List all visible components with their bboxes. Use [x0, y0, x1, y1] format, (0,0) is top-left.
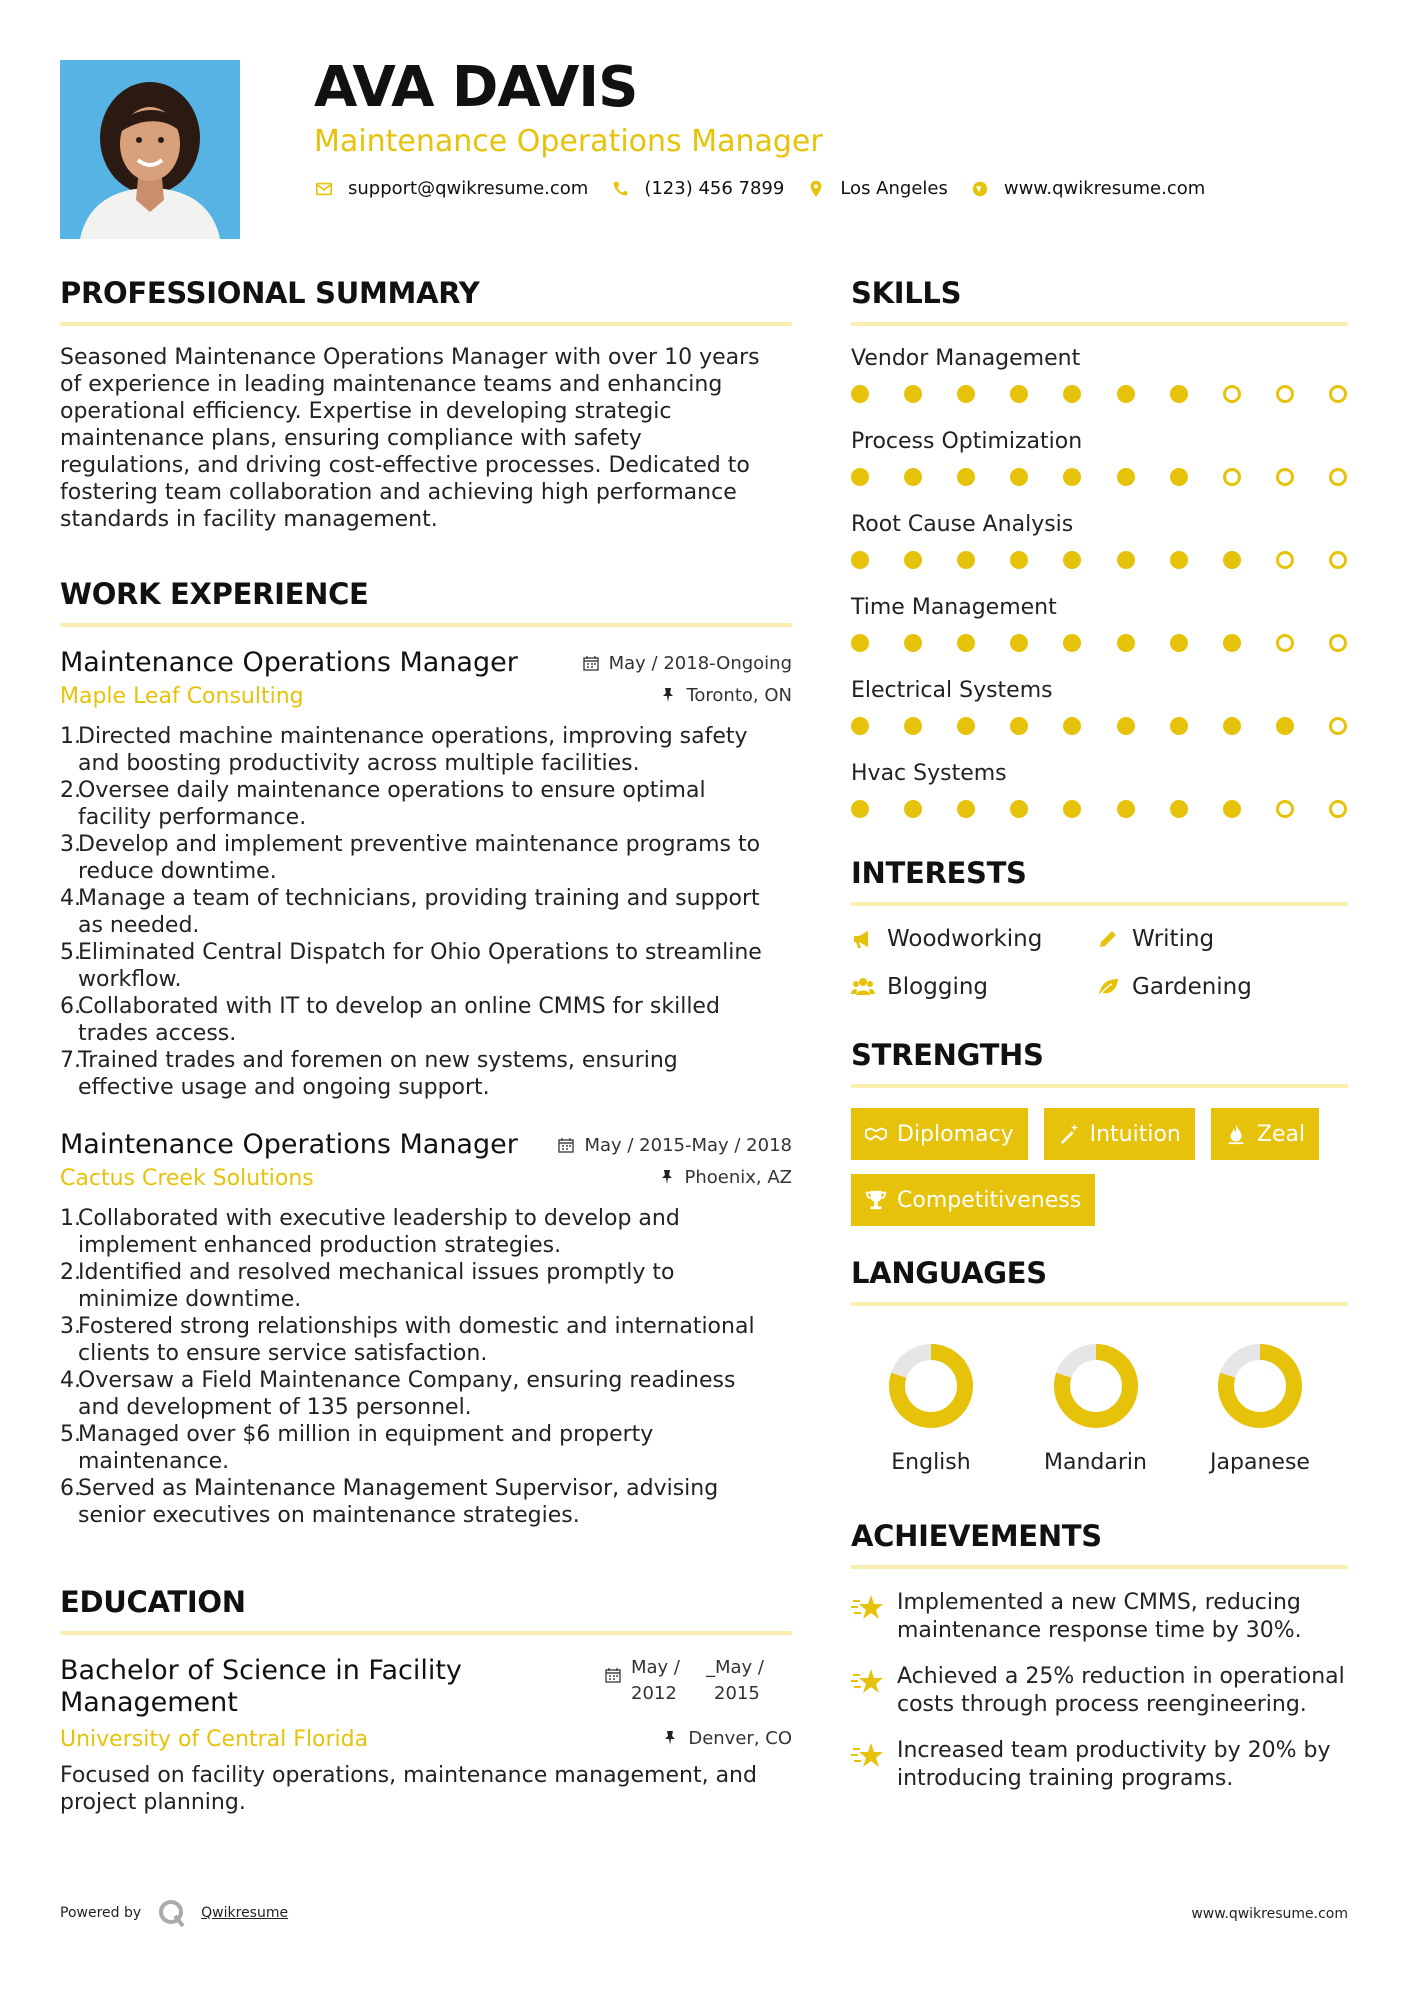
summary-heading: PROFESSIONAL SUMMARY	[60, 276, 792, 326]
rating-dot-filled	[1223, 634, 1241, 652]
interest-item	[851, 926, 1096, 952]
left-column	[60, 276, 792, 1816]
skill-name: Time Management	[851, 595, 1057, 620]
users-icon	[851, 975, 875, 999]
list-item: 1. Directed machine maintenance operations, improving safety and boosting productivity across multiple facilities.	[60, 724, 748, 776]
company-name: Cactus Creek Solutions	[60, 1166, 314, 1191]
right-column	[851, 276, 1348, 1811]
skill-rating	[851, 551, 1348, 569]
summary-line: regulations, and driving cost-effective processes. Dedicated to	[60, 453, 750, 478]
skill-name: Process Optimization	[851, 429, 1083, 454]
interest-item	[1096, 974, 1341, 1000]
profile-photo	[60, 60, 240, 239]
rating-dot-filled	[1170, 385, 1188, 403]
rating-dot-filled	[1170, 551, 1188, 569]
interests-list	[851, 926, 1348, 1000]
rating-dot-filled	[1117, 468, 1135, 486]
rating-dot-filled	[1223, 717, 1241, 735]
trophy-icon	[865, 1189, 887, 1211]
strength-label: Intuition	[1089, 1121, 1181, 1147]
phone-text: (123) 456 7899	[644, 178, 785, 199]
skill-name: Vendor Management	[851, 346, 1081, 371]
rating-dot-filled	[1010, 551, 1028, 569]
achievements-heading: ACHIEVEMENTS	[851, 1519, 1348, 1569]
rating-dot-filled	[1010, 800, 1028, 818]
achievement-item: Increased team productivity by 20% by introducing training programs.	[851, 1737, 1348, 1793]
candidate-title: Maintenance Operations Manager	[314, 124, 823, 159]
rating-dot-empty	[1329, 800, 1347, 818]
rating-dot-filled	[904, 385, 922, 403]
strength-chip	[1044, 1108, 1195, 1160]
language-name: Mandarin	[1044, 1450, 1147, 1475]
summary-line: fostering team collaboration and achieving high performance	[60, 480, 737, 505]
calendar-icon	[583, 655, 599, 671]
job-location-text: Phoenix, AZ	[684, 1166, 792, 1188]
candidate-name: AVA DAVIS	[314, 55, 638, 120]
job-bullets	[60, 723, 792, 1101]
list-item: 7. Trained trades and foremen on new systems, ensuring effective usage and ongoing support.	[60, 1048, 678, 1100]
powered-by-text: Powered by	[60, 1905, 142, 1921]
rating-dot-filled	[1117, 385, 1135, 403]
summary-line: Seasoned Maintenance Operations Manager with over 10 years	[60, 345, 760, 370]
star-icon	[851, 1591, 885, 1625]
language-name: Japanese	[1210, 1450, 1310, 1475]
rating-dot-empty	[1276, 385, 1294, 403]
contact-bar	[314, 178, 1227, 199]
rating-dot-filled	[851, 551, 869, 569]
language-donut	[885, 1340, 977, 1432]
school-name: University of Central Florida	[60, 1727, 369, 1752]
thumbtack-icon	[662, 1730, 678, 1746]
rating-dot-empty	[1329, 385, 1347, 403]
rating-dot-empty	[1276, 468, 1294, 486]
rating-dot-filled	[1063, 468, 1081, 486]
list-item: 6. Collaborated with IT to develop an online CMMS for skilled trades access.	[60, 994, 720, 1046]
rating-dot-filled	[1117, 551, 1135, 569]
job-dates-text: May / 2018-Ongoing	[608, 652, 792, 674]
rating-dot-filled	[904, 717, 922, 735]
summary-line: maintenance plans, ensuring compliance with safety	[60, 426, 642, 451]
job-title: Maintenance Operations Manager	[60, 1129, 518, 1160]
list-item: 3. Develop and implement preventive maintenance programs to reduce downtime.	[60, 832, 761, 884]
rating-dot-filled	[851, 800, 869, 818]
rating-dot-filled	[1223, 551, 1241, 569]
language-item	[1026, 1340, 1166, 1475]
summary-line: of experience in leading maintenance teams and enhancing	[60, 372, 723, 397]
map-pin-icon	[806, 179, 826, 199]
rating-dot-empty	[1329, 468, 1347, 486]
education-description: Focused on facility operations, maintenance management, and project planning.	[60, 1763, 757, 1815]
rating-dot-filled	[1117, 634, 1135, 652]
rating-dot-filled	[851, 385, 869, 403]
list-item: 2. Oversee daily maintenance operations to ensure optimal facility performance.	[60, 778, 706, 830]
languages-list	[851, 1326, 1348, 1475]
rating-dot-filled	[904, 634, 922, 652]
rating-dot-filled	[904, 800, 922, 818]
fire-icon	[1225, 1123, 1247, 1145]
interests-heading: INTERESTS	[851, 856, 1348, 906]
job-location	[660, 685, 792, 706]
envelope-icon	[314, 179, 334, 199]
rating-dot-empty	[1329, 551, 1347, 569]
skill-rating	[851, 800, 1348, 818]
languages-heading: LANGUAGES	[851, 1256, 1348, 1306]
list-item: 6. Served as Maintenance Management Supervisor, advising senior executives on maintenance strategies.	[60, 1476, 719, 1528]
rating-dot-filled	[1223, 800, 1241, 818]
strength-label: Competitiveness	[897, 1187, 1082, 1213]
skills-heading: SKILLS	[851, 276, 1348, 326]
skill-name: Root Cause Analysis	[851, 512, 1074, 537]
skill-rating	[851, 385, 1348, 403]
contact-location	[806, 178, 948, 199]
experience-heading: WORK EXPERIENCE	[60, 577, 792, 627]
list-item: 4. Oversaw a Field Maintenance Company, ensuring readiness and development of 135 personnel.	[60, 1368, 736, 1420]
rating-dot-filled	[957, 717, 975, 735]
thumbtack-icon	[659, 1169, 675, 1185]
education-heading: EDUCATION	[60, 1585, 792, 1635]
rating-dot-filled	[1063, 551, 1081, 569]
language-donut	[1214, 1340, 1306, 1432]
rating-dot-filled	[957, 800, 975, 818]
brand-link[interactable]: Qwikresume	[201, 1905, 289, 1921]
rating-dot-filled	[1170, 800, 1188, 818]
rating-dot-empty	[1276, 800, 1294, 818]
rating-dot-empty	[1276, 551, 1294, 569]
strength-chip	[851, 1108, 1028, 1160]
achievements-list	[851, 1589, 1348, 1793]
pencil-icon	[1096, 927, 1120, 951]
degree-title	[60, 1655, 462, 1719]
magic-wand-icon	[1058, 1123, 1080, 1145]
leaf-icon	[1096, 975, 1120, 999]
job-dates	[558, 1135, 792, 1156]
summary-line: standards in facility management.	[60, 507, 438, 532]
interest-label: Blogging	[887, 974, 989, 1000]
skills-list	[851, 346, 1348, 818]
handshake-icon	[865, 1123, 887, 1145]
achievement-item: Achieved a 25% reduction in operational costs through process reengineering.	[851, 1663, 1348, 1719]
summary-line: operational efficiency. Expertise in developing strategic	[60, 399, 672, 424]
globe-icon	[970, 179, 990, 199]
rating-dot-filled	[1010, 468, 1028, 486]
email-text: support@qwikresume.com	[348, 178, 589, 199]
strength-label: Zeal	[1256, 1121, 1306, 1147]
strengths-heading: STRENGTHS	[851, 1038, 1348, 1088]
website-text: www.qwikresume.com	[1003, 178, 1206, 199]
rating-dot-filled	[1063, 800, 1081, 818]
job-location	[659, 1167, 793, 1188]
star-icon	[851, 1665, 885, 1699]
rating-dot-filled	[851, 468, 869, 486]
skill-rating	[851, 634, 1348, 652]
footer-powered-by	[60, 1898, 288, 1928]
star-icon	[851, 1739, 885, 1773]
person-portrait-icon	[60, 60, 240, 239]
rating-dot-filled	[1170, 468, 1188, 486]
rating-dot-empty	[1223, 385, 1241, 403]
rating-dot-empty	[1276, 634, 1294, 652]
company-name: Maple Leaf Consulting	[60, 684, 304, 709]
education-dates: May / 2012 _May / 2015	[605, 1655, 764, 1707]
location-text: Los Angeles	[840, 178, 948, 199]
rating-dot-filled	[1063, 717, 1081, 735]
rating-dot-filled	[1010, 717, 1028, 735]
footer-website[interactable]: www.qwikresume.com	[1191, 1906, 1348, 1922]
rating-dot-filled	[1063, 634, 1081, 652]
interest-item	[1096, 926, 1341, 952]
contact-email[interactable]	[314, 178, 588, 199]
rating-dot-filled	[957, 551, 975, 569]
job-entry	[60, 647, 792, 1101]
language-item	[1190, 1340, 1330, 1475]
bullhorn-icon	[851, 927, 875, 951]
rating-dot-filled	[1010, 634, 1028, 652]
contact-website[interactable]	[970, 178, 1205, 199]
strength-label: Diplomacy	[897, 1121, 1014, 1147]
rating-dot-empty	[1329, 634, 1347, 652]
rating-dot-filled	[851, 717, 869, 735]
rating-dot-filled	[904, 551, 922, 569]
rating-dot-filled	[851, 634, 869, 652]
job-location-text: Toronto, ON	[686, 684, 792, 706]
education-location	[662, 1728, 792, 1749]
list-item: 5. Managed over $6 million in equipment and property maintenance.	[60, 1422, 654, 1474]
interest-label: Writing	[1132, 926, 1215, 952]
interest-label: Woodworking	[887, 926, 1043, 952]
skill-name: Electrical Systems	[851, 678, 1053, 703]
rating-dot-filled	[1010, 385, 1028, 403]
rating-dot-filled	[957, 468, 975, 486]
achievement-item: Implemented a new CMMS, reducing maintenance response time by 30%.	[851, 1589, 1348, 1645]
skill-rating	[851, 468, 1348, 486]
qwikresume-logo-icon	[157, 1898, 187, 1928]
thumbtack-icon	[660, 687, 676, 703]
degree-line: Management	[60, 1687, 238, 1718]
education-location-text: Denver, CO	[688, 1727, 792, 1749]
degree-line: Bachelor of Science in Facility	[60, 1655, 462, 1686]
language-item	[861, 1340, 1001, 1475]
skill-name: Hvac Systems	[851, 761, 1007, 786]
job-entry	[60, 1129, 792, 1529]
rating-dot-empty	[1329, 717, 1347, 735]
list-item: 4. Manage a team of technicians, providing training and support as needed.	[60, 886, 760, 938]
rating-dot-filled	[904, 468, 922, 486]
rating-dot-filled	[1117, 717, 1135, 735]
language-donut	[1050, 1340, 1142, 1432]
rating-dot-empty	[1223, 468, 1241, 486]
job-dates-text: May / 2015-May / 2018	[584, 1134, 792, 1156]
rating-dot-filled	[957, 385, 975, 403]
job-dates	[583, 653, 792, 674]
strengths-list	[851, 1108, 1348, 1226]
rating-dot-filled	[1170, 634, 1188, 652]
skill-rating	[851, 717, 1348, 735]
list-item: 5. Eliminated Central Dispatch for Ohio Operations to streamline workflow.	[60, 940, 762, 992]
calendar-icon	[558, 1137, 574, 1153]
calendar-icon	[605, 1667, 621, 1683]
summary-text	[60, 344, 792, 533]
strength-chip	[1211, 1108, 1319, 1160]
job-title: Maintenance Operations Manager	[60, 647, 518, 678]
rating-dot-filled	[957, 634, 975, 652]
rating-dot-filled	[1170, 717, 1188, 735]
rating-dot-filled	[1276, 717, 1294, 735]
interest-label: Gardening	[1132, 974, 1252, 1000]
rating-dot-filled	[1063, 385, 1081, 403]
strength-chip	[851, 1174, 1095, 1226]
rating-dot-filled	[1117, 800, 1135, 818]
contact-phone[interactable]	[610, 178, 784, 199]
list-item: 1. Collaborated with executive leadership to develop and implement enhanced production strategies.	[60, 1206, 680, 1258]
job-bullets	[60, 1205, 792, 1529]
list-item: 3. Fostered strong relationships with domestic and international clients to ensure service satisfaction.	[60, 1314, 755, 1366]
education-entry	[60, 1655, 792, 1816]
list-item: 2. Identified and resolved mechanical issues promptly to minimize downtime.	[60, 1260, 675, 1312]
phone-icon	[610, 179, 630, 199]
language-name: English	[891, 1450, 971, 1475]
interest-item	[851, 974, 1096, 1000]
